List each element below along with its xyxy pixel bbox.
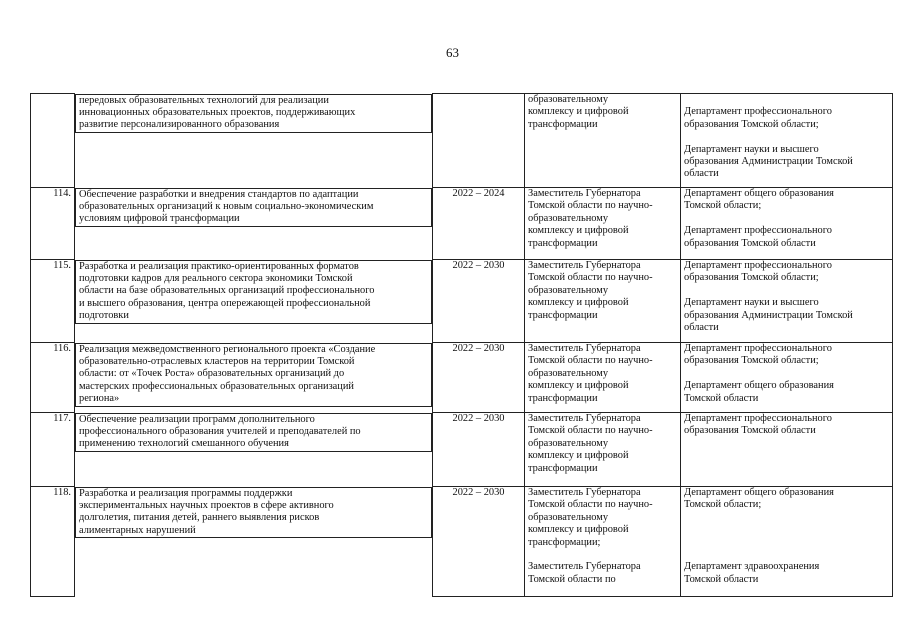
responsible-cell [525, 487, 681, 597]
table-row [31, 94, 893, 188]
action-text: Реализация межведомственного регионального проекта «Создание образовательно-отраслевых кластеров на территории Томской области: от «Точек Роста» образовательных организаций до мастерских профессиональных образовательных организаций региона» [75, 343, 432, 407]
table-row [31, 188, 893, 260]
executor-text: Департамент профессионального образования Томской области; [684, 343, 832, 367]
executor-text: Департамент общего образования Томской области; [684, 188, 834, 212]
responsible-text: Заместитель Губернатора Томской области по научно- образовательному комплексу и цифровой трансформации [528, 413, 653, 474]
table-row [31, 343, 893, 413]
executors-cell [681, 487, 893, 597]
action-text: Разработка и реализация практико-ориентированных форматов подготовки кадров для реального сектора экономики Томской области на базе образовательных организаций профессионального и высшего образования, центра опережающей профессиональной подготовки [75, 260, 432, 324]
executor-text: Департамент науки и высшего образования Администрации Томской области [684, 297, 853, 334]
executors-cell [681, 413, 893, 487]
row-number: 116. [31, 343, 75, 413]
responsible-text: Заместитель Губернатора Томской области по научно- образовательному комплексу и цифровой трансформации [528, 188, 653, 249]
responsible-cell [525, 343, 681, 413]
responsible-cell [525, 188, 681, 260]
executor-text: Департамент профессионального образования Томской области [684, 225, 832, 249]
period [433, 94, 525, 188]
executors-cell [681, 94, 893, 188]
table-row [31, 487, 893, 597]
action-text: Разработка и реализация программы поддержки экспериментальных научных проектов в сфере активного долголетия, питания детей, раннего выявления рисков алиментарных нарушений [75, 487, 432, 539]
executor-text: Департамент общего образования Томской области [684, 380, 834, 404]
row-number: 115. [31, 260, 75, 343]
table-row [31, 413, 893, 487]
executor-text: Департамент профессионального образования Томской области; [684, 260, 832, 284]
row-number: 114. [31, 188, 75, 260]
row-number: 118. [31, 487, 75, 597]
responsible-text: Заместитель Губернатора Томской области по научно- образовательному комплексу и цифровой трансформации [528, 260, 653, 321]
responsible-cell [525, 413, 681, 487]
executor-text: Департамент профессионального образования Томской области; [684, 106, 832, 130]
executor-text: Департамент науки и высшего образования Администрации Томской области [684, 143, 853, 180]
responsible-text: Заместитель Губернатора Томской области по научно- образовательному комплексу и цифровой трансформации [528, 343, 653, 404]
executor-text: Департамент профессионального образования Томской области [684, 413, 832, 437]
responsible-cell [525, 94, 681, 188]
period: 2022 – 2030 [433, 413, 525, 487]
action-text: Обеспечение реализации программ дополнительного профессионального образования учителей и преподавателей по применению технологий смешанного обучения [75, 413, 432, 452]
period: 2022 – 2030 [433, 487, 525, 597]
executor-text: Департамент общего образования Томской области; [684, 487, 834, 511]
responsible-text: образовательному комплексу и цифровой трансформации [528, 94, 629, 130]
table-row [31, 260, 893, 343]
action-text: передовых образовательных технологий для реализации инновационных образовательных проектов, поддерживающих развитие персонализированного образования [75, 94, 432, 133]
responsible-cell [525, 260, 681, 343]
executor-text: Департамент здравоохранения Томской области [684, 561, 820, 585]
period: 2022 – 2024 [433, 188, 525, 260]
executors-cell [681, 188, 893, 260]
responsible-text: Заместитель Губернатора Томской области по научно- образовательному комплексу и цифровой трансформации; [528, 487, 653, 548]
row-number: 117. [31, 413, 75, 487]
executors-cell [681, 343, 893, 413]
action-text: Обеспечение разработки и внедрения стандартов по адаптации образовательных организаций к новым социально-экономическим условиям цифровой трансформации [75, 188, 432, 227]
page-number: 63 [446, 45, 459, 60]
measures-table [30, 93, 893, 597]
responsible-text: Заместитель Губернатора Томской области по [528, 561, 641, 585]
executors-cell [681, 260, 893, 343]
period: 2022 – 2030 [433, 343, 525, 413]
row-number [31, 94, 75, 188]
period: 2022 – 2030 [433, 260, 525, 343]
